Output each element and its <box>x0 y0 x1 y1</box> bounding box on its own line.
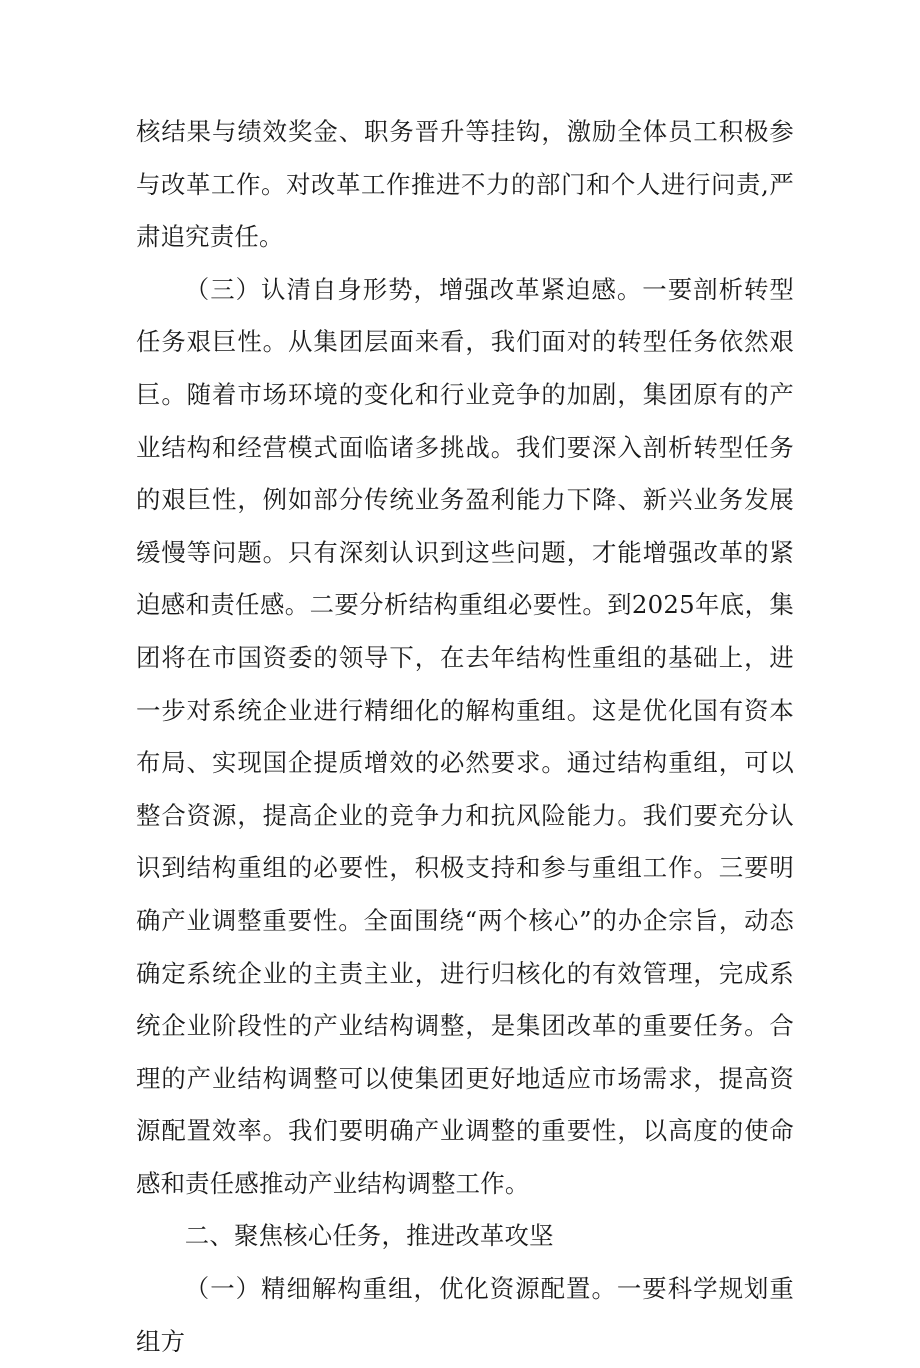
paragraph-situation-analysis: （三）认清自身形势，增强改革紧迫感。一要剖析转型任务艰巨性。从集团层面来看，我们面对的转型任务依然艰巨。随着市场环境的变化和行业竞争的加剧，集团原有的产业结构和经营模式面临诸多挑战。我们要深入剖析转型任务的艰巨性，例如部分传统业务盈利能力下降、新兴业务发展缓慢等问题。只有深刻认识到这些问题，才能增强改革的紧迫感和责任感。二要分析结构重组必要性。到2025年底，集团将在市国资委的领导下，在去年结构性重组的基础上，进一步对系统企业进行精细化的解构重组。这是优化国有资本布局、实现国企提质增效的必然要求。通过结构重组，可以整合资源，提高企业的竞争力和抗风险能力。我们要充分认识到结构重组的必要性，积极支持和参与重组工作。三要明确产业调整重要性。全面围绕“两个核心”的办企宗旨，动态确定系统企业的主责主业，进行归核化的有效管理，完成系统企业阶段性的产业结构调整，是集团改革的重要任务。合理的产业结构调整可以使集团更好地适应市场需求，提高资源配置效率。我们要明确产业调整的重要性，以高度的使命感和责任感推动产业结构调整工作。 <box>136 274 794 1198</box>
paragraph-continuation: 核结果与绩效奖金、职务晋升等挂钩，激励全体员工积极参与改革工作。对改革工作推进不力的部门和个人进行问责,严肃追究责任。 <box>136 117 794 252</box>
document-body <box>136 106 794 1368</box>
paragraph-restructuring: （一）精细解构重组，优化资源配置。一要科学规划重组方 <box>136 1274 794 1356</box>
section-heading: 二、聚焦核心任务，推进改革攻坚 <box>184 1221 554 1251</box>
